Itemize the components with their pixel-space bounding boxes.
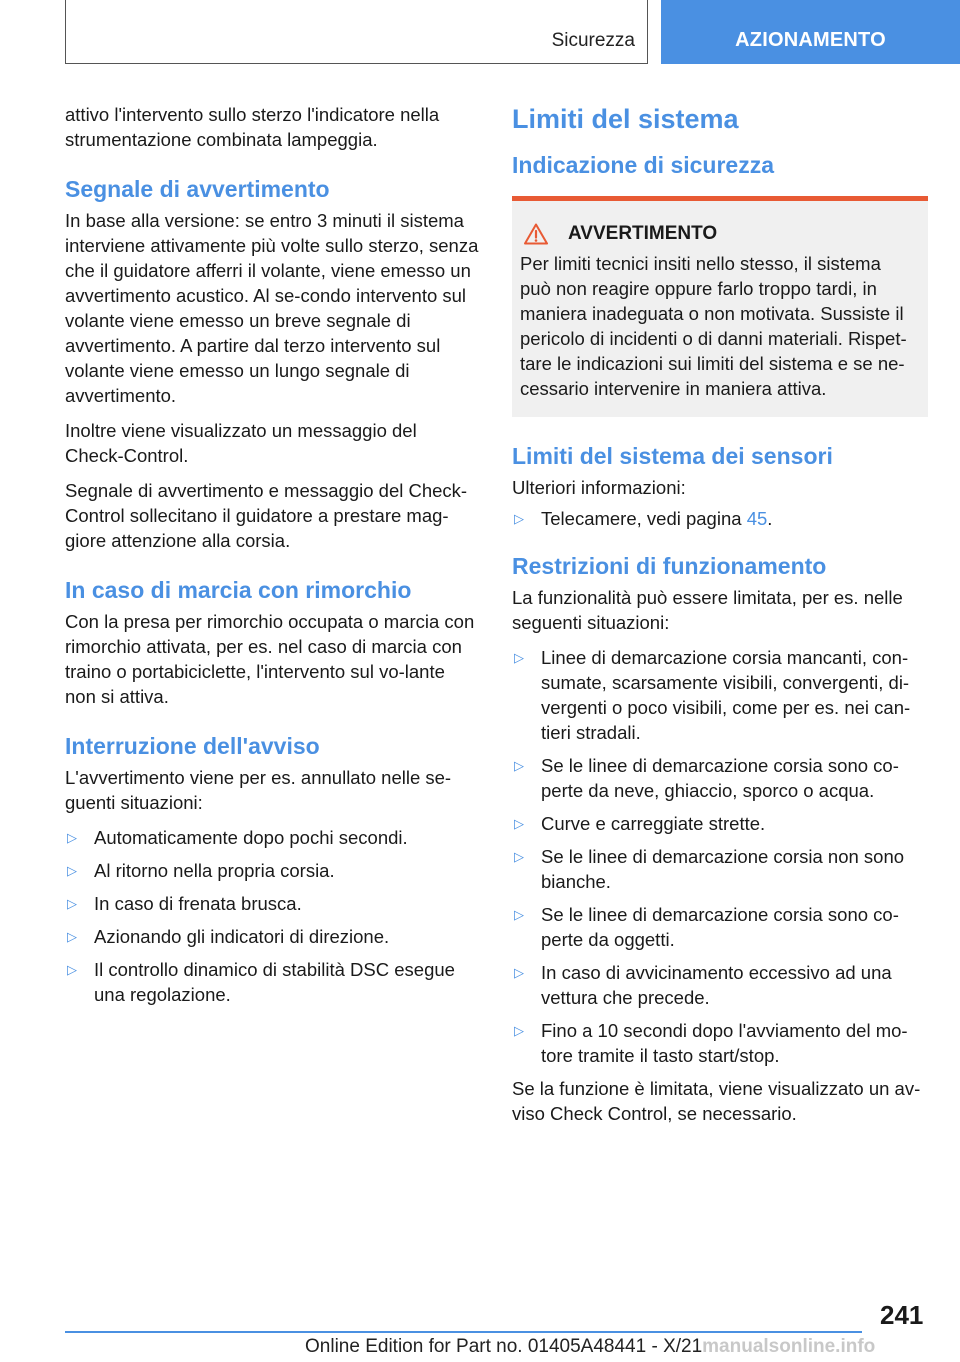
section-title: Interruzione dell'avviso <box>65 733 320 759</box>
page-title: Limiti del sistema <box>512 104 739 134</box>
triangle-bullet-icon: ▷ <box>67 962 77 977</box>
list-item <box>65 858 480 883</box>
triangle-bullet-icon: ▷ <box>67 896 77 911</box>
section-interruption <box>65 731 480 1007</box>
list-item <box>512 1018 928 1068</box>
triangle-bullet-icon: ▷ <box>514 816 524 831</box>
interruption-list <box>65 825 480 1007</box>
paragraph: Ulteriori informazioni: <box>512 477 686 498</box>
list-item <box>512 753 928 803</box>
triangle-bullet-icon: ▷ <box>514 849 524 864</box>
restrictions-list <box>512 645 928 1068</box>
section-title: Indicazione di sicurezza <box>512 152 775 178</box>
list-item-text: Se le linee di demarcazione corsia sono co-perte da oggetti. <box>541 904 899 950</box>
list-item-text: Fino a 10 secondi dopo l'avviamento del mo-tore tramite il tasto start/stop. <box>541 1020 908 1066</box>
paragraph: In base alla versione: se entro 3 minuti il sistema interviene attivamente più volte sullo sterzo, senza che il guidatore afferri il volante, viene emesso un avvertimento acustico. Al se-condo intervento sul volante viene emesso un breve segnale di avvertimento. A partire dal terzo intervento sul volante viene emesso un lungo segnale di avvertimento. <box>65 210 479 406</box>
section-warning-signal <box>65 174 480 553</box>
paragraph: La funzionalità può essere limitata, per es. nelle seguenti situazioni: <box>512 587 903 633</box>
warning-box <box>512 196 928 417</box>
sensors-list <box>512 506 928 531</box>
section-restrictions <box>512 551 928 1126</box>
warning-text: Per limiti tecnici insiti nello stesso, il sistema può non reagire oppure farlo troppo tardi, in maniera inadeguata o non motivata. Sussiste il pericolo di incidenti o di danni materiali. Rispet-tare le indicazioni sui limiti del sistema e se ne-cessario intervenire in maniera attiva. <box>520 253 907 399</box>
list-item-end: . <box>767 508 773 529</box>
paragraph: Inoltre viene visualizzato un messaggio del Check-Control. <box>65 420 417 466</box>
list-item <box>65 891 480 916</box>
closing-paragraph: Se la funzione è limitata, viene visualizzato un av-viso Check Control, se necessario. <box>512 1078 921 1124</box>
triangle-bullet-icon: ▷ <box>67 929 77 944</box>
list-item-text: Automaticamente dopo pochi secondi. <box>94 827 408 848</box>
warning-title: AVVERTIMENTO <box>568 223 718 244</box>
header-section-title: Sicurezza <box>551 30 635 51</box>
list-item-text: Il controllo dinamico di stabilità DSC esegue una regolazione. <box>94 959 455 1005</box>
paragraph: Con la presa per rimorchio occupata o marcia con rimorchio attivata, per es. nel caso di marcia con traino o portabiciclette, l'intervento sul vo-lante non si attiva. <box>65 611 475 707</box>
left-column <box>65 102 480 1015</box>
footer-brand-watermark: manualsonline.info <box>702 1336 876 1357</box>
triangle-bullet-icon: ▷ <box>514 650 524 665</box>
triangle-bullet-icon: ▷ <box>514 907 524 922</box>
list-item-text: Al ritorno nella propria corsia. <box>94 860 335 881</box>
list-item <box>65 957 480 1007</box>
list-item <box>512 960 928 1010</box>
paragraph: Segnale di avvertimento e messaggio del Check-Control sollecitano il guidatore a prestare mag-giore attenzione alla corsia. <box>65 480 468 551</box>
list-item-text: Curve e carreggiate strette. <box>541 813 766 834</box>
section-sensors <box>512 441 928 531</box>
list-item-text: In caso di frenata brusca. <box>94 893 302 914</box>
paragraph: L'avvertimento viene per es. annullato nelle se-guenti situazioni: <box>65 767 452 813</box>
page-number: 241 <box>880 1300 924 1330</box>
list-item <box>512 645 928 745</box>
warning-header <box>520 223 916 245</box>
list-item <box>65 924 480 949</box>
list-item-text: Azionando gli indicatori di direzione. <box>94 926 390 947</box>
section-title: Segnale di avvertimento <box>65 176 330 202</box>
right-column <box>512 102 928 1136</box>
list-item <box>512 844 928 894</box>
header-chapter-title: AZIONAMENTO <box>735 29 886 51</box>
triangle-bullet-icon: ▷ <box>514 511 524 526</box>
triangle-bullet-icon: ▷ <box>514 1023 524 1038</box>
triangle-bullet-icon: ▷ <box>514 965 524 980</box>
list-item-text: Linee di demarcazione corsia mancanti, con-sumate, scarsamente visibili, convergenti, di-vergenti o poco visibili, come per es. nei can-tieri stradali. <box>541 647 911 743</box>
section-title: Limiti del sistema dei sensori <box>512 443 833 469</box>
list-item-text: In caso di avvicinamento eccessivo ad una vettura che precede. <box>541 962 892 1008</box>
triangle-bullet-icon: ▷ <box>514 758 524 773</box>
header-section-box <box>65 0 648 64</box>
list-item <box>512 811 928 836</box>
list-item-text: Se le linee di demarcazione corsia non sono bianche. <box>541 846 905 892</box>
section-trailer <box>65 575 480 709</box>
list-item <box>65 825 480 850</box>
page-link[interactable]: 45 <box>746 508 768 529</box>
header-chapter-box <box>661 0 960 64</box>
list-item-text: Telecamere, vedi pagina <box>541 508 747 529</box>
warning-triangle-icon <box>524 223 548 245</box>
footer-edition-text: Online Edition for Part no. 01405A48441 - X/21 <box>305 1336 703 1357</box>
section-title: In caso di marcia con rimorchio <box>65 577 412 603</box>
list-item <box>512 902 928 952</box>
intro-paragraph: attivo l'intervento sullo sterzo l'indicatore nella strumentazione combinata lampeggia. <box>65 104 440 150</box>
section-title: Restrizioni di funzionamento <box>512 553 827 579</box>
list-item-text: Se le linee di demarcazione corsia sono co-perte da neve, ghiaccio, sporco o acqua. <box>541 755 899 801</box>
list-item <box>512 506 928 531</box>
triangle-bullet-icon: ▷ <box>67 830 77 845</box>
footer-divider <box>65 1331 862 1333</box>
triangle-bullet-icon: ▷ <box>67 863 77 878</box>
footer-edition <box>305 1336 875 1358</box>
